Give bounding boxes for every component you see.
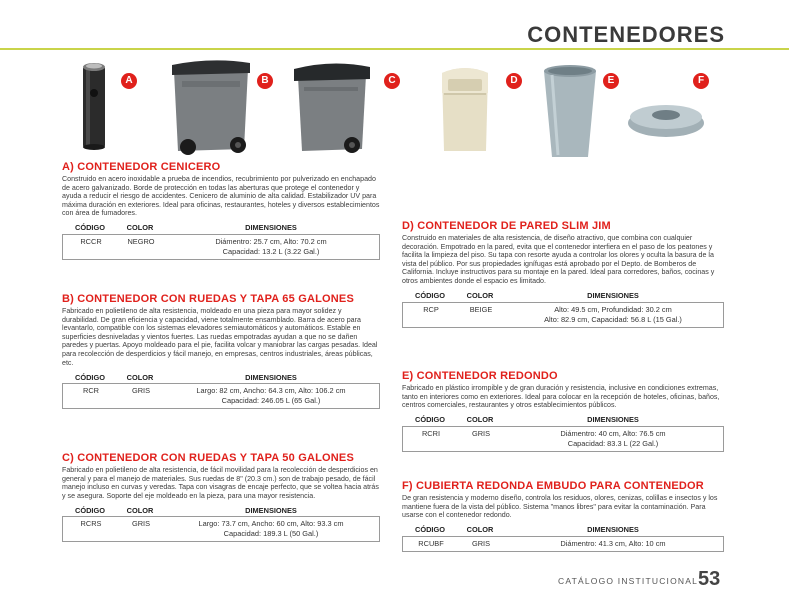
section-d-description: Construido en materiales de alta resistencia, de diseño atractivo, que combina con cualquier decoración. Empotrado en la pared, evita que el contenedor interfiera en el paso de los peatones y facilita la limpieza del piso. Su tapa con resorte ayuda a controlar los olores y oculta la basura de la vista del público. Por sus propiedades ignífugas está aprobado por el Depto. de Bomberos de California. Incluye instructivos para su montaje en la pared. Ideal para corredores, baños, cocinas y otros ambientes donde el espacio es limitado. xyxy=(402,234,715,285)
section-c-title: C) CONTENEDOR CON RUEDAS Y TAPA 50 GALONES xyxy=(62,452,354,464)
section-a xyxy=(62,161,380,260)
header-dims: DIMENSIONES xyxy=(587,415,639,425)
section-e xyxy=(402,370,724,452)
section-b-title: B) CONTENEDOR CON RUEDAS Y TAPA 65 GALONES xyxy=(62,293,354,305)
spec-table-f xyxy=(402,524,724,552)
section-a-title: A) CONTENEDOR CENICERO xyxy=(62,161,221,173)
cell-dims xyxy=(503,539,723,549)
cell-color: GRIS xyxy=(471,538,491,548)
section-e-title: E) CONTENEDOR REDONDO xyxy=(402,370,558,382)
cell-code: RCCR xyxy=(80,236,102,246)
table-row xyxy=(62,234,380,260)
title-rule xyxy=(0,48,789,50)
header-code: CÓDIGO xyxy=(75,223,105,233)
product-badge-a: A xyxy=(121,73,137,89)
spec-table-header xyxy=(402,290,724,302)
page-title: CONTENEDORES xyxy=(527,22,725,47)
cell-color: NEGRO xyxy=(127,236,155,246)
wheeled-bin-50-icon xyxy=(292,59,372,160)
ashtray-container-icon xyxy=(80,59,108,156)
cell-dims xyxy=(163,519,379,539)
section-d-title: D) CONTENEDOR DE PARED SLIM JIM xyxy=(402,220,611,232)
section-d xyxy=(402,220,724,328)
header-code: CÓDIGO xyxy=(75,372,105,382)
spec-table-e xyxy=(402,414,724,452)
round-container-icon xyxy=(542,63,598,166)
header-color: COLOR xyxy=(126,223,154,233)
section-c-description: Fabricado en polietileno de alta resistencia, de fácil movilidad para la recolección de desperdicios en general y para el manejo de materiales. Sus ruedas de 8" (20.3 cm.) son de trabajo pesado, de fácil manejo incluso en curvas y veredas. Tapa con visagras de encaje perfecto, que se voltea hacia atrás y se asegura. Soporte del eje moldeado en la pieza, para una mayor resistencia. xyxy=(62,466,379,500)
footer-label: CATÁLOGO INSTITUCIONAL xyxy=(558,576,699,586)
spec-table-header xyxy=(402,414,724,426)
section-f-title: F) CUBIERTA REDONDA EMBUDO PARA CONTENEDOR xyxy=(402,480,704,492)
cell-dims xyxy=(163,386,379,406)
spec-table-a xyxy=(62,222,380,260)
cell-dims-line-2: Capacidad: 83.3 L (22 Gal.) xyxy=(567,438,659,448)
cell-color: GRIS xyxy=(131,519,151,529)
cell-code: RCRS xyxy=(80,519,102,529)
cell-dims-line-1: Diámentro: 40 cm, Alto: 76.5 cm xyxy=(560,428,666,438)
header-color: COLOR xyxy=(126,372,154,382)
table-row xyxy=(402,536,724,552)
header-dims: DIMENSIONES xyxy=(245,223,297,233)
cell-color: GRIS xyxy=(471,428,491,438)
spec-table-d xyxy=(402,290,724,328)
section-a-description: Construido en acero inoxidable a prueba de incendios, recubrimiento por pulverizado en enchapado de acero galvanizado. Borde de protección en todas las aberturas que protege el contenedor y ayuda a reducir el riesgo de accidentes. Cenicero de aluminio de alta calidad. Estabilizador UV para máxima duración en exteriores. Ideal para oficinas, restaurantes, hoteles y diversos establecimientos con área de fumadores. xyxy=(62,175,380,218)
cell-dims xyxy=(503,429,723,449)
section-c xyxy=(62,452,380,542)
section-e-description: Fabricado en plástico irrompible y de gran duración y resistencia, inclusive en condiciones extremas, tanto en interiores como en exteriores. Ideal para colocar en la recepción de hoteles, oficinas, baños, centros comerciales, restaurantes y otros establecimientos públicos. xyxy=(402,384,720,410)
cell-dims xyxy=(163,237,379,257)
section-f-description: De gran resistencia y moderno diseño, controla los residuos, olores, cenizas, colillas e insectos y los mantiene fuera de la vista del público. Sistema "manos libres" para evitar la contaminación. Para usarse con el contenedor redondo. xyxy=(402,494,718,520)
section-b xyxy=(62,293,380,409)
table-row xyxy=(402,302,724,328)
spec-table-header xyxy=(62,504,380,516)
header-color: COLOR xyxy=(466,291,494,301)
header-color: COLOR xyxy=(466,525,494,535)
header-code: CÓDIGO xyxy=(415,415,445,425)
slim-wall-container-icon xyxy=(436,63,494,160)
spec-table-header xyxy=(62,371,380,383)
cell-dims-line-2: Capacidad: 189.3 L (50 Gal.) xyxy=(223,529,319,539)
header-dims: DIMENSIONES xyxy=(587,525,639,535)
funnel-lid-icon xyxy=(626,93,706,148)
cell-code: RCRI xyxy=(421,428,441,438)
header-color: COLOR xyxy=(466,415,494,425)
cell-code: RCUBF xyxy=(418,538,444,548)
spec-table-c xyxy=(62,504,380,542)
cell-dims-line-1: Diámentro: 41.3 cm, Alto: 10 cm xyxy=(560,538,666,548)
header-dims: DIMENSIONES xyxy=(245,505,297,515)
page-number: 53 xyxy=(698,568,721,590)
cell-dims-line-2: Alto: 82.9 cm, Capacidad: 56.8 L (15 Gal.) xyxy=(544,314,682,324)
cell-dims-line-1: Alto: 49.5 cm, Profundidad: 30.2 cm xyxy=(554,304,672,314)
table-row xyxy=(62,383,380,409)
spec-table-b xyxy=(62,371,380,409)
product-badge-b: B xyxy=(257,73,273,89)
header-dims: DIMENSIONES xyxy=(587,291,639,301)
cell-color: BEIGE xyxy=(469,304,493,314)
cell-dims-line-2: Capacidad: 13.2 L (3.22 Gal.) xyxy=(222,246,320,256)
product-badge-d: D xyxy=(506,73,522,89)
spec-table-header xyxy=(402,524,724,536)
product-badge-e: E xyxy=(603,73,619,89)
section-b-description: Fabricado en polietileno de alta resistencia, moldeado en una pieza para mayor solidez y durabilidad. De gran eficiencia y capacidad, viene totalmente ensamblado. Barra de acero para levantarlo, compatible con los sistemas elevadores semiautomáticos y automáticos. Estable en superficies desniveladas y vientos fuertes. Las ruedas empotradas ayudan a que no se dañen paredes y puertas. Apoyo moldeado para el pie, facilita volcar y maniobrar las cargas pesadas. Ideal para recolección de desperdicios y fácil manejo, en empresas, centros industriales, áreas públicas, etc. xyxy=(62,307,378,367)
product-images-row xyxy=(0,55,789,160)
cell-code: RCP xyxy=(423,304,439,314)
cell-dims xyxy=(503,305,723,325)
header-code: CÓDIGO xyxy=(415,291,445,301)
cell-dims-line-2: Capacidad: 246.05 L (65 Gal.) xyxy=(221,396,321,406)
wheeled-bin-65-icon xyxy=(168,57,254,162)
cell-code: RCR xyxy=(82,386,99,396)
section-f xyxy=(402,480,724,552)
product-badge-c: C xyxy=(384,73,400,89)
cell-dims-line-1: Largo: 82 cm, Ancho: 64.3 cm, Alto: 106.2 cm xyxy=(196,386,346,396)
table-row xyxy=(402,426,724,452)
product-badge-f: F xyxy=(693,73,709,89)
cell-dims-line-1: Diámentro: 25.7 cm, Alto: 70.2 cm xyxy=(215,236,327,246)
table-row xyxy=(62,516,380,542)
header-code: CÓDIGO xyxy=(415,525,445,535)
cell-dims-line-1: Largo: 73.7 cm, Ancho: 60 cm, Alto: 93.3 cm xyxy=(198,519,344,529)
header-dims: DIMENSIONES xyxy=(245,372,297,382)
header-color: COLOR xyxy=(126,505,154,515)
cell-color: GRIS xyxy=(131,386,151,396)
spec-table-header xyxy=(62,222,380,234)
header-code: CÓDIGO xyxy=(75,505,105,515)
